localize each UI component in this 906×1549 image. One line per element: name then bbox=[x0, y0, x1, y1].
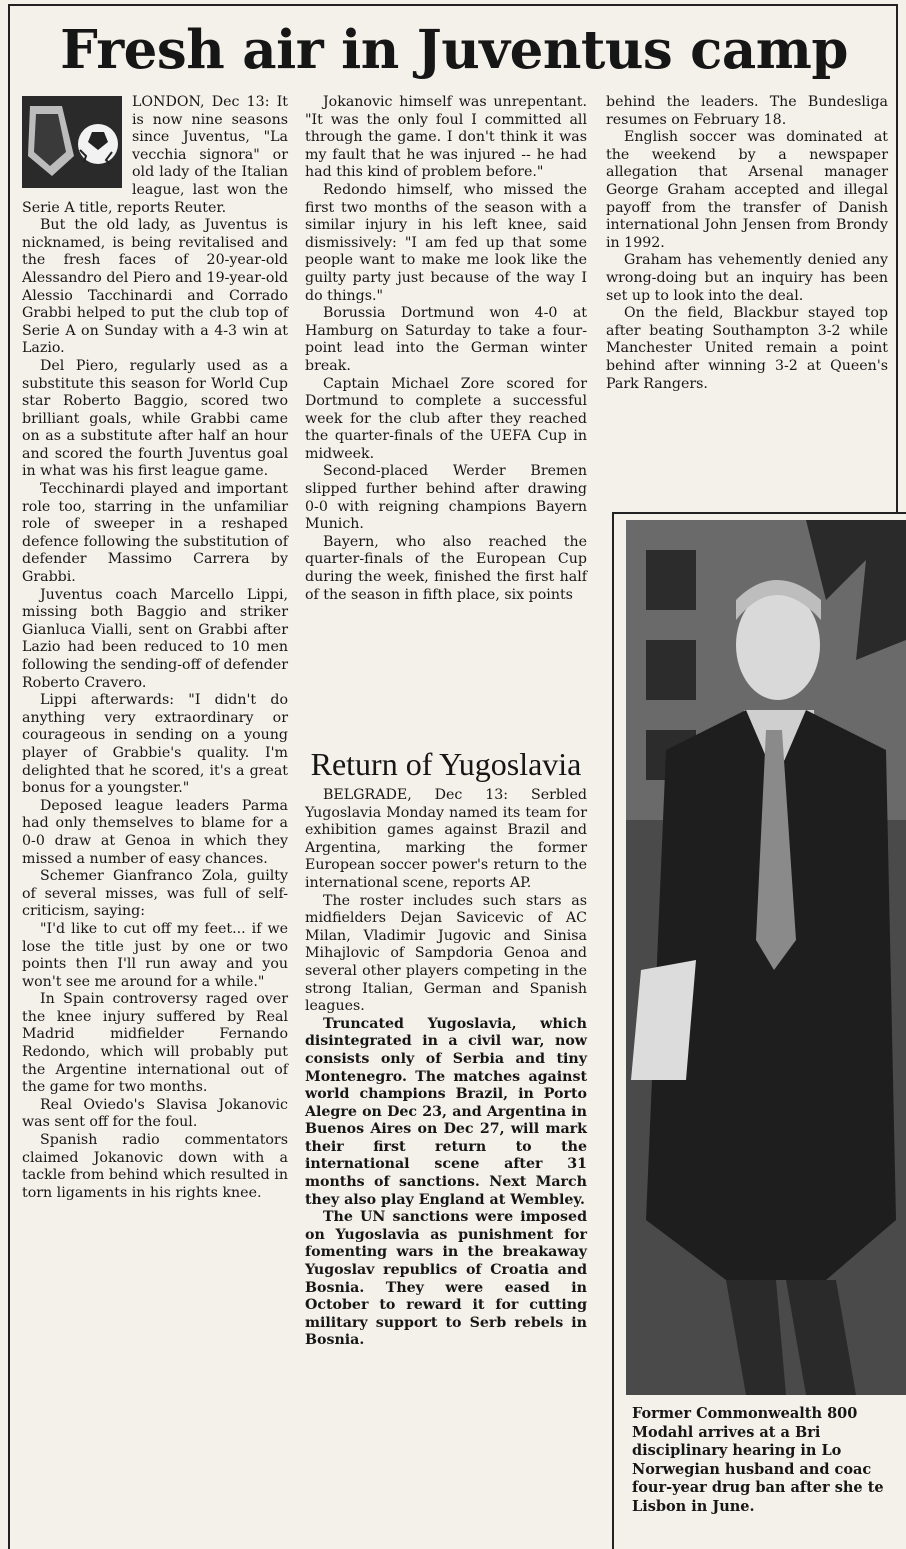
sub-article-paragraph: BELGRADE, Dec 13: Serbled Yugoslavia Monday named its team for exhibition games against Brazil and Argentina, marking the former European soccer power's return to the international scene, reports AP. bbox=[305, 787, 587, 891]
article-paragraph: LONDON, Dec 13: It is now nine seasons since Juventus, "La vecchia signora" or old lady of the Italian league, last won the Serie A title, reports Reuter. bbox=[22, 94, 288, 216]
article-paragraph: Redondo himself, who missed the first two months of the season with a similar injury in his left knee, said dismissively: "I am fed up that some people want to make me look like the guilty party just because of the way I do things." bbox=[305, 181, 587, 304]
caption-line: Modahl arrives at a Bri bbox=[632, 1423, 821, 1441]
caption-line: Norwegian husband and coac bbox=[632, 1460, 872, 1478]
article-paragraph: English soccer was dominated at the weekend by a newspaper allegation that Arsenal manager George Graham accepted and illegal payoff from the transfer of Danish international John Jensen from Brondy in 1992. bbox=[606, 129, 888, 251]
article-paragraph: Graham has vehemently denied any wrong-doing but an inquiry has been set up to look into the deal. bbox=[606, 252, 888, 304]
article-paragraph: Juventus coach Marcello Lippi, missing both Baggio and striker Gianluca Vialli, sent on Grabbi after Lazio had been reduced to 10 men following the sending-off of defender Roberto Cravero. bbox=[22, 586, 288, 691]
sub-article bbox=[305, 745, 587, 1350]
football-logo-icon bbox=[22, 96, 122, 188]
article-paragraph: In Spain controversy raged over the knee injury suffered by Real Madrid midfielder Fernando Redondo, which will probably put the Argentine international out of the game for two months. bbox=[22, 991, 288, 1096]
caption-line: Lisbon in June. bbox=[632, 1497, 755, 1515]
caption-line: four-year drug ban after she te bbox=[632, 1479, 884, 1496]
article-paragraph: Del Piero, regularly used as a substitute this season for World Cup star Roberto Baggio, scored two brilliant goals, while Grabbi came on as a substitute after half an hour and scored the fourth Juventus goal in what was his first league game. bbox=[22, 357, 288, 480]
article-column-2 bbox=[305, 94, 587, 604]
article-paragraph: Schemer Gianfranco Zola, guilty of several misses, was full of self-criticism, saying: bbox=[22, 868, 288, 920]
sub-article-body bbox=[305, 787, 587, 1350]
news-photo bbox=[626, 520, 906, 1395]
sub-article-title: Return of Yugoslavia bbox=[310, 746, 582, 782]
article-paragraph: behind the leaders. The Bundesliga resumes on February 18. bbox=[606, 94, 888, 128]
article-column-1 bbox=[22, 94, 288, 1202]
article-paragraph: Captain Michael Zore scored for Dortmund to complete a successful week for the club after they reached the quarter-finals of the UEFA Cup in midweek. bbox=[305, 375, 587, 462]
article-paragraph: Spanish radio commentators claimed Jokanovic down with a tackle from behind which resulted in torn ligaments in his rights knee. bbox=[22, 1132, 288, 1201]
article-paragraph: "I'd like to cut off my feet... if we lose the title just by one or two points then I'll run away and you won't see me around for a while." bbox=[22, 920, 288, 990]
article-paragraph: Real Oviedo's Slavisa Jokanovic was sent off for the foul. bbox=[22, 1096, 288, 1131]
page-border-left bbox=[8, 4, 10, 1549]
article-paragraph: Borussia Dortmund won 4-0 at Hamburg on Saturday to take a four-point lead into the German winter break. bbox=[305, 305, 587, 374]
article-column-3 bbox=[606, 94, 888, 393]
page-border-right bbox=[896, 4, 898, 512]
caption-line: Former Commonwealth 800 bbox=[632, 1405, 858, 1422]
sub-article-paragraph: The roster includes such stars as midfielders Dejan Savicevic of AC Milan, Vladimir Jugovic and Sinisa Mihajlovic of Sampdoria Genoa and several other players competing in the strong Italian, German and Spanish leagues. bbox=[305, 892, 587, 1015]
article-paragraph: Tecchinardi played and important role too, starring in the unfamiliar role of sweeper in a reshaped defence following the substitution of defender Massimo Carrera by Grabbi. bbox=[22, 481, 288, 586]
article-paragraph: Deposed league leaders Parma had only themselves to blame for a 0-0 draw at Genoa in which they missed a number of easy chances. bbox=[22, 797, 288, 867]
sub-article-paragraph: The UN sanctions were imposed on Yugoslavia as punishment for fomenting wars in the breakaway Yugoslav republics of Croatia and Bosnia. They were eased in October to reward it for cutting military support to Serb rebels in Bosnia. bbox=[305, 1209, 587, 1349]
caption-line: disciplinary hearing in Lo bbox=[632, 1442, 842, 1459]
photo-caption bbox=[632, 1405, 906, 1545]
page-border-top bbox=[8, 4, 898, 6]
article-paragraph: Jokanovic himself was unrepentant. "It was the only foul I committed all through the game. I don't think it was my fault that he was injured -- he had had this kind of problem before." bbox=[305, 94, 587, 181]
headline: Fresh air in Juventus camp bbox=[60, 19, 848, 81]
article-paragraph: Bayern, who also reached the quarter-finals of the European Cup during the week, finished the first half of the season in fifth place, six points bbox=[305, 533, 587, 603]
sub-article-paragraph: Truncated Yugoslavia, which disintegrated in a civil war, now consists only of Serbia and tiny Montenegro. The matches against world champions Brazil, in Porto Alegre on Dec 23, and Argentina in Buenos Aires on Dec 27, will mark their first return to the international scene after 31 months of sanctions. Next March they also play England at Wembley. bbox=[305, 1015, 587, 1208]
article-paragraph: On the field, Blackbur stayed top after beating Southampton 3-2 while Manchester United remain a point behind after winning 3-2 at Queen's Park Rangers. bbox=[606, 305, 888, 392]
article-paragraph: But the old lady, as Juventus is nicknamed, is being revitalised and the fresh faces of 20-year-old Alessandro del Piero and 19-year-old Alessio Tacchinardi and Corrado Grabbi helped to put the club top of Serie A on Sunday with a 4-3 win at Lazio. bbox=[22, 217, 288, 357]
article-paragraph: Lippi afterwards: "I didn't do anything very extraordinary or courageous in sending on a young player of Grabbie's quality. I'm delighted that he scored, it's a great bonus for a youngster." bbox=[22, 692, 288, 797]
article-paragraph: Second-placed Werder Bremen slipped further behind after drawing 0-0 with reigning champions Bayern Munich. bbox=[305, 463, 587, 533]
